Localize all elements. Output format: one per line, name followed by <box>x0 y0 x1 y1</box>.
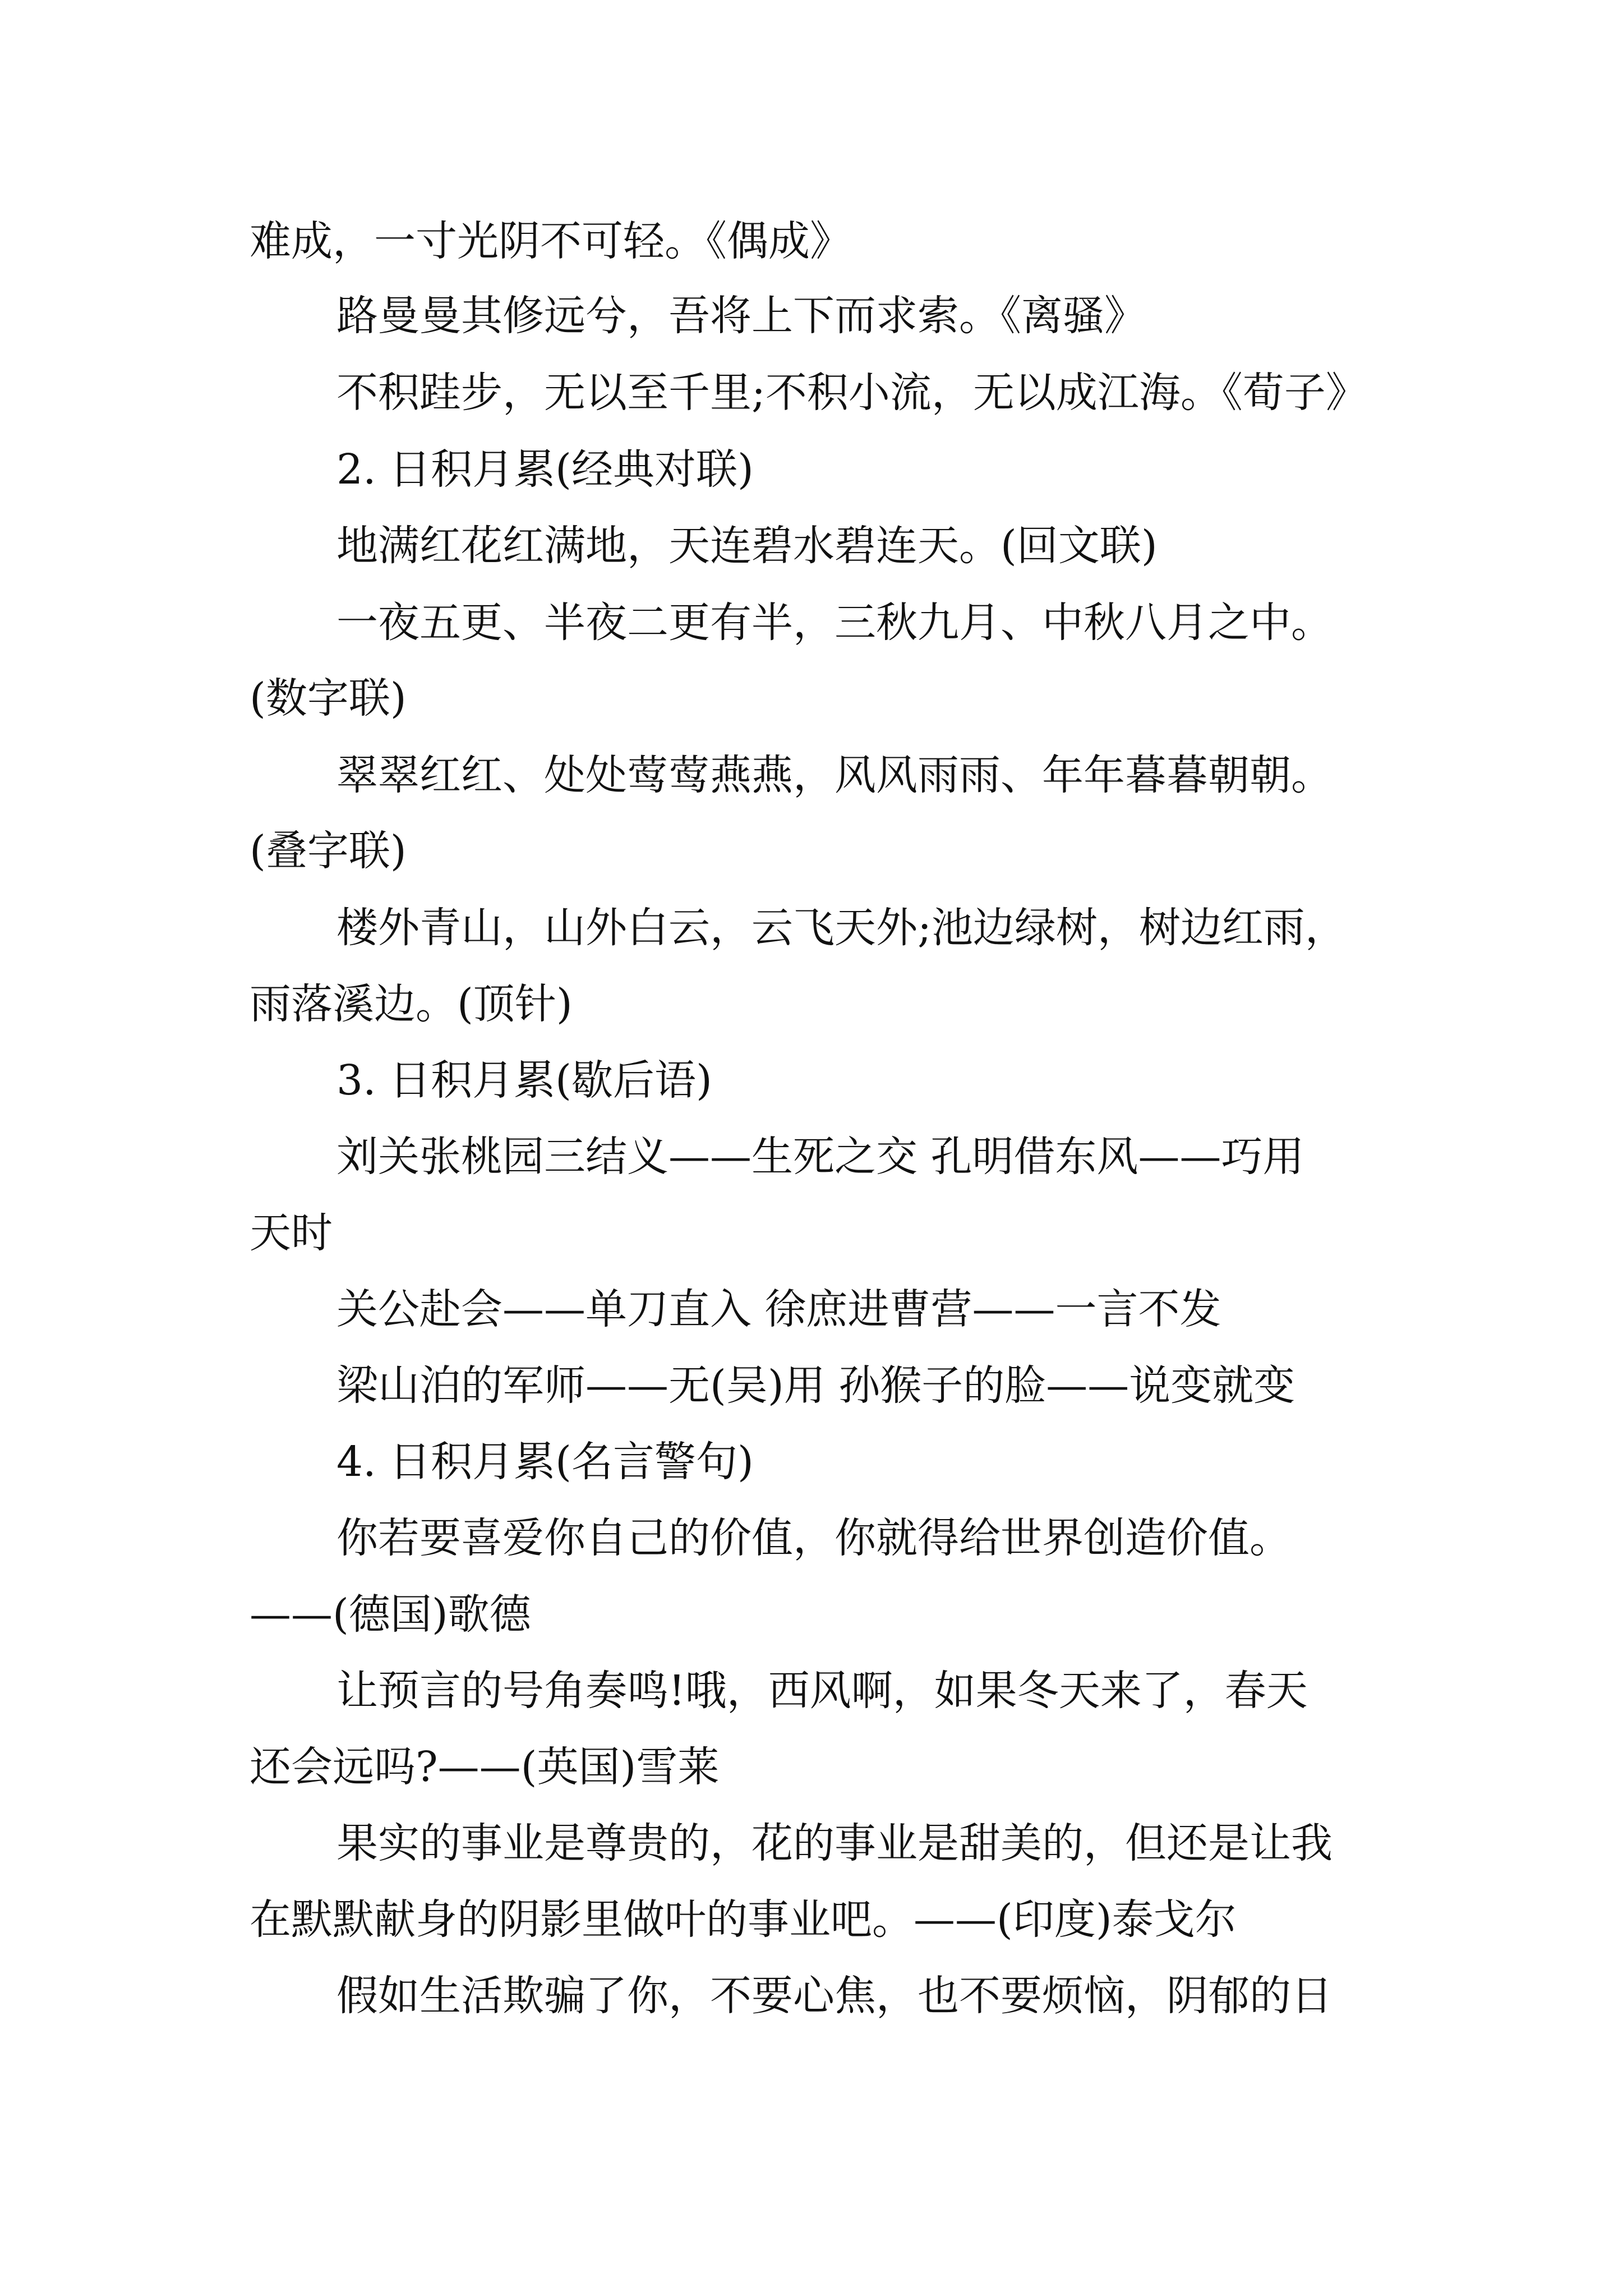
text-line: 假如生活欺骗了你，不要心焦，也不要烦恼，阴郁的日 <box>336 1972 1332 2020</box>
text-line: (数字联) <box>250 674 407 723</box>
text-line: 一夜五更、半夜二更有半，三秋九月、中秋八月之中。 <box>336 599 1332 647</box>
text-line: 刘关张桃园三结义——生死之交 孔明借东风——巧用 <box>336 1133 1304 1181</box>
text-line: 楼外青山，山外白云，云飞天外;池边绿树，树边红雨， <box>336 904 1347 952</box>
text-line: 地满红花红满地，天连碧水碧连天。(回文联) <box>336 522 1158 570</box>
text-line: 不积跬步，无以至千里;不积小流，无以成江海。《荀子》 <box>336 369 1367 417</box>
text-line: 雨落溪边。(顶针) <box>250 980 573 1028</box>
text-line: (叠字联) <box>250 827 407 875</box>
text-line: 还会远吗?——(英国)雪莱 <box>250 1743 720 1791</box>
text-line: 翠翠红红、处处莺莺燕燕，风风雨雨、年年暮暮朝朝。 <box>336 751 1332 799</box>
text-line: 关公赴会——单刀直入 徐庶进曹营——一言不发 <box>336 1285 1221 1333</box>
text-line: ——(德国)歌德 <box>250 1590 531 1639</box>
text-line: 天时 <box>250 1209 333 1257</box>
text-line: 果实的事业是尊贵的，花的事业是甜美的，但还是让我 <box>336 1819 1332 1867</box>
text-line: 在默默献身的阴影里做叶的事业吧。——(印度)泰戈尔 <box>250 1895 1237 1944</box>
section-heading: 4. 日积月累(名言警句) <box>336 1438 754 1486</box>
text-line: 让预言的号角奏鸣!哦，西风啊，如果冬天来了，春天 <box>336 1667 1308 1715</box>
text-line: 难成，一寸光阴不可轻。《偶成》 <box>250 217 851 265</box>
section-heading: 3. 日积月累(歇后语) <box>336 1056 712 1105</box>
text-line: 你若要喜爱你自己的价值，你就得给世界创造价值。 <box>336 1514 1291 1562</box>
text-line: 路曼曼其修远兮，吾将上下而求索。《离骚》 <box>336 292 1146 340</box>
section-heading: 2. 日积月累(经典对联) <box>336 445 754 494</box>
text-line: 梁山泊的军师——无(吴)用 孙猴子的脸——说变就变 <box>336 1361 1295 1410</box>
